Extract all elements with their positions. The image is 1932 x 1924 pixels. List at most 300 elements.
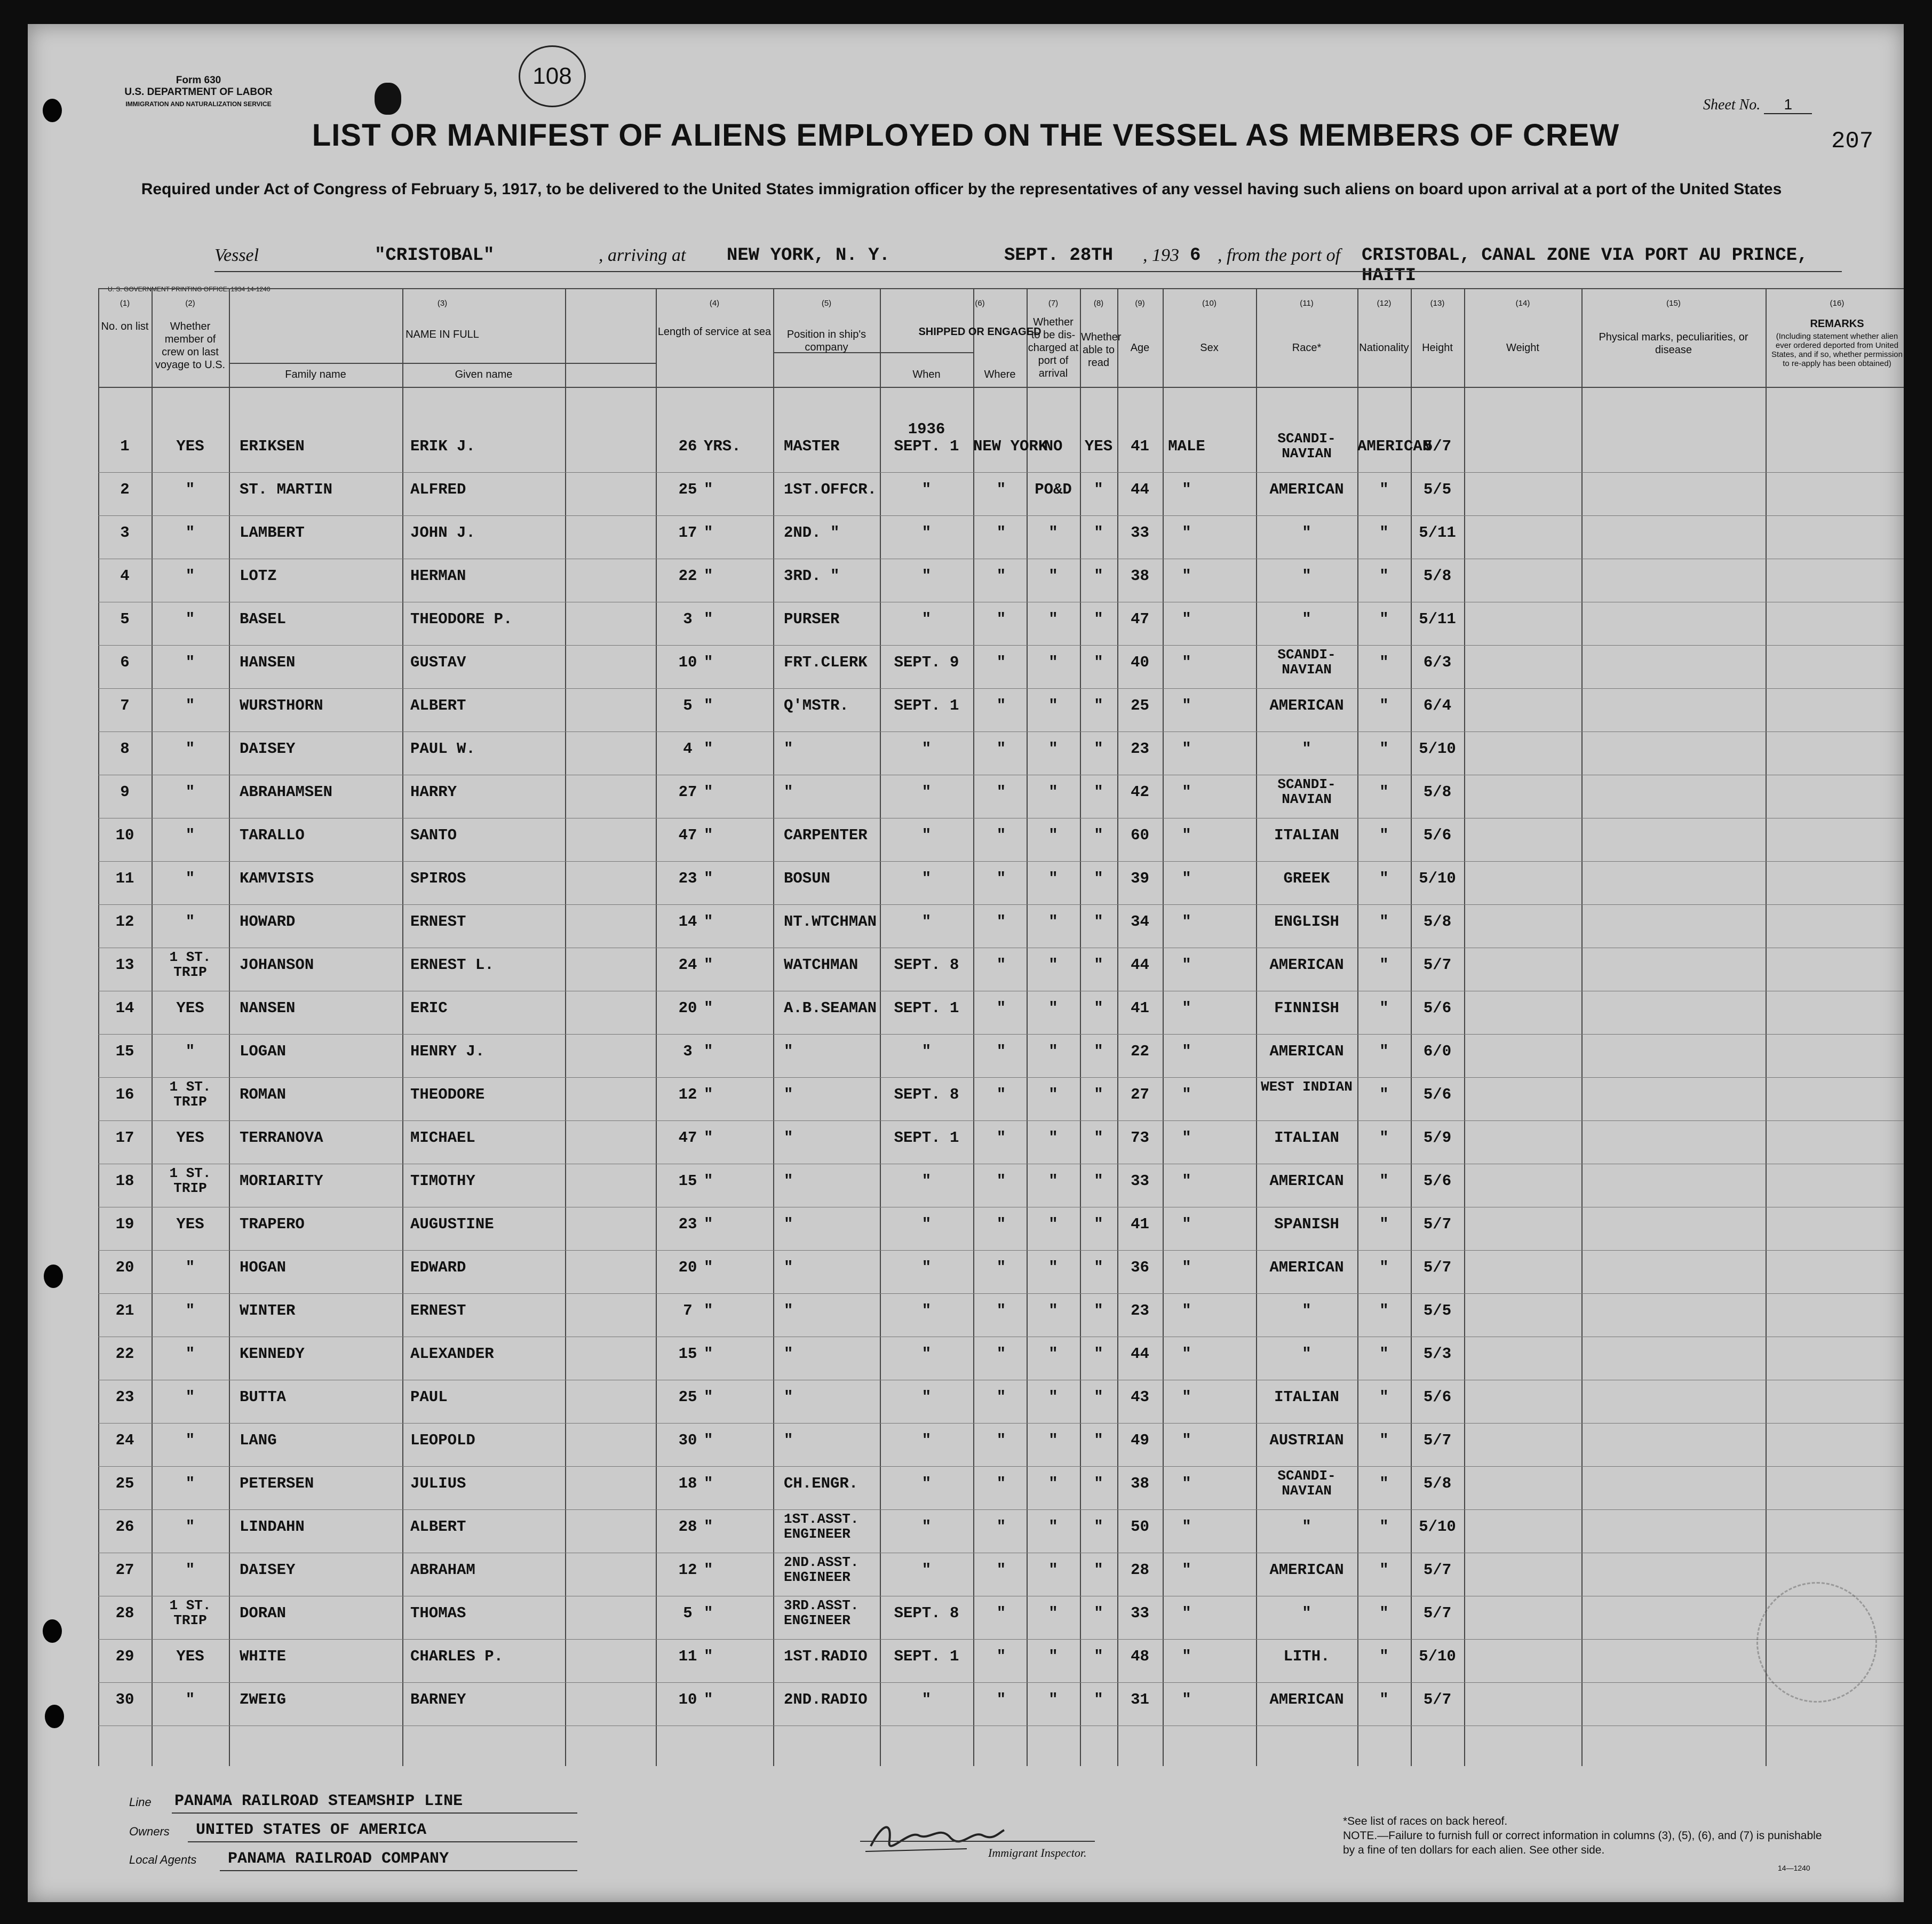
crew-row bbox=[98, 948, 1904, 991]
discharged: " bbox=[1048, 1129, 1058, 1147]
shipped-when: " bbox=[921, 783, 932, 801]
embossed-seal bbox=[1756, 1582, 1877, 1703]
sex: " bbox=[1182, 826, 1191, 844]
race: FINNISH bbox=[1274, 999, 1339, 1017]
length-unit: YRS. bbox=[704, 438, 741, 455]
discharged: " bbox=[1048, 999, 1058, 1017]
race: ENGLISH bbox=[1274, 913, 1339, 931]
member-last-voyage: " bbox=[185, 1691, 195, 1708]
given-name: GUSTAV bbox=[410, 654, 466, 671]
row-number: 27 bbox=[115, 1561, 134, 1579]
position: PURSER bbox=[784, 610, 840, 628]
able-to-read: " bbox=[1094, 1604, 1103, 1622]
age: 47 bbox=[1131, 610, 1149, 628]
length-unit: " bbox=[704, 1475, 713, 1492]
race: ITALIAN bbox=[1274, 1388, 1339, 1406]
race: " bbox=[1302, 1302, 1311, 1319]
shipped-when: " bbox=[921, 1432, 932, 1449]
length-unit: " bbox=[704, 1432, 713, 1449]
race: AMERICAN bbox=[1269, 697, 1344, 714]
col-num: (2) bbox=[185, 299, 195, 308]
able-to-read: " bbox=[1094, 1345, 1103, 1363]
nationality: " bbox=[1379, 956, 1389, 974]
shipped-where: " bbox=[996, 826, 1006, 844]
given-name: HERMAN bbox=[410, 567, 466, 585]
page-number: 207 bbox=[1831, 128, 1874, 155]
member-last-voyage: YES bbox=[176, 438, 204, 455]
shipped-where: NEW YORK bbox=[973, 438, 1048, 455]
discharged: " bbox=[1048, 524, 1058, 542]
family-name: KENNEDY bbox=[240, 1345, 305, 1363]
shipped-where: " bbox=[996, 1648, 1006, 1665]
member-last-voyage: 1 ST. TRIP bbox=[169, 1165, 211, 1196]
height: 5/7 bbox=[1423, 438, 1452, 455]
header-length-service: Length of service at sea bbox=[657, 326, 772, 338]
shipped-where: " bbox=[996, 654, 1006, 671]
discharged: " bbox=[1048, 1648, 1058, 1665]
member-last-voyage: " bbox=[185, 654, 195, 671]
race: " bbox=[1302, 610, 1311, 628]
age: 41 bbox=[1131, 999, 1149, 1017]
age: 50 bbox=[1131, 1518, 1149, 1536]
race: " bbox=[1302, 1518, 1311, 1536]
arriving-label: , arriving at bbox=[599, 245, 686, 265]
shipped-where: " bbox=[996, 1259, 1006, 1276]
nationality: " bbox=[1379, 1691, 1389, 1708]
nationality: " bbox=[1379, 1561, 1389, 1579]
member-last-voyage: " bbox=[185, 1518, 195, 1536]
age: 44 bbox=[1131, 1345, 1149, 1363]
row-number: 6 bbox=[120, 654, 130, 671]
given-name: ERNEST bbox=[410, 1302, 466, 1319]
punch-hole bbox=[45, 1705, 64, 1728]
shipped-when: SEPT. 1 bbox=[894, 438, 959, 455]
length-of-service: 28 bbox=[678, 1518, 697, 1536]
member-last-voyage: " bbox=[185, 1345, 195, 1363]
position: " bbox=[784, 1172, 793, 1190]
length-unit: " bbox=[704, 1086, 713, 1103]
sheet-number-value: 1 bbox=[1764, 96, 1812, 114]
sex: " bbox=[1182, 956, 1191, 974]
family-name: TRAPERO bbox=[240, 1215, 305, 1233]
age: 44 bbox=[1131, 481, 1149, 498]
shipped-when: SEPT. 1 bbox=[894, 697, 959, 714]
shipped-when: SEPT. 9 bbox=[894, 654, 959, 671]
row-number: 18 bbox=[115, 1172, 134, 1190]
family-name: TERRANOVA bbox=[240, 1129, 323, 1147]
height: 5/10 bbox=[1419, 1648, 1456, 1665]
race: SCANDI- NAVIAN bbox=[1277, 776, 1336, 807]
member-last-voyage: " bbox=[185, 1432, 195, 1449]
discharged: " bbox=[1048, 1345, 1058, 1363]
shipped-when: " bbox=[921, 1518, 932, 1536]
crew-row bbox=[98, 645, 1904, 688]
line-value: PANAMA RAILROAD STEAMSHIP LINE bbox=[174, 1792, 463, 1810]
able-to-read: " bbox=[1094, 1086, 1103, 1103]
position: " bbox=[784, 1215, 793, 1233]
nationality: " bbox=[1379, 783, 1389, 801]
sex: " bbox=[1182, 999, 1191, 1017]
sheet-number bbox=[1703, 96, 1842, 114]
crew-row bbox=[98, 1120, 1904, 1164]
shipped-where: " bbox=[996, 740, 1006, 758]
nationality: " bbox=[1379, 1172, 1389, 1190]
nationality: " bbox=[1379, 1302, 1389, 1319]
given-name: LEOPOLD bbox=[410, 1432, 475, 1449]
header-nationality: Nationality bbox=[1359, 342, 1409, 354]
race: SCANDI- NAVIAN bbox=[1277, 431, 1336, 462]
row-number: 2 bbox=[120, 481, 130, 498]
header-whether-member: Whether member of crew on last voyage to U.S. bbox=[155, 321, 226, 371]
race: " bbox=[1302, 740, 1311, 758]
nationality: " bbox=[1379, 1648, 1389, 1665]
discharged: " bbox=[1048, 1259, 1058, 1276]
member-last-voyage: " bbox=[185, 1475, 195, 1492]
discharged: " bbox=[1048, 1518, 1058, 1536]
race: AUSTRIAN bbox=[1269, 1432, 1344, 1449]
age: 43 bbox=[1131, 1388, 1149, 1406]
given-name: HARRY bbox=[410, 783, 457, 801]
row-number: 1 bbox=[120, 438, 130, 455]
age: 22 bbox=[1131, 1043, 1149, 1060]
department-name: U.S. DEPARTMENT OF LABOR bbox=[124, 86, 273, 98]
length-of-service: 23 bbox=[678, 870, 697, 887]
able-to-read: " bbox=[1094, 1215, 1103, 1233]
crew-row bbox=[98, 1337, 1904, 1380]
race: LITH. bbox=[1283, 1648, 1330, 1665]
height: 5/8 bbox=[1423, 913, 1452, 931]
family-name: HOWARD bbox=[240, 913, 296, 931]
col-num: (16) bbox=[1830, 299, 1844, 308]
position: BOSUN bbox=[784, 870, 831, 887]
given-name: ERIK J. bbox=[410, 438, 475, 455]
nationality: " bbox=[1379, 1086, 1389, 1103]
length-of-service: 24 bbox=[678, 956, 697, 974]
shipped-when: SEPT. 1 bbox=[894, 1129, 959, 1147]
nationality: " bbox=[1379, 567, 1389, 585]
age: 33 bbox=[1131, 1172, 1149, 1190]
given-name: ERNEST L. bbox=[410, 956, 494, 974]
header-race: Race* bbox=[1292, 342, 1322, 354]
col-num: (11) bbox=[1300, 299, 1314, 308]
shipped-where: " bbox=[996, 1086, 1006, 1103]
height: 5/11 bbox=[1419, 610, 1456, 628]
discharged: " bbox=[1048, 654, 1058, 671]
discharged: " bbox=[1048, 567, 1058, 585]
age: 34 bbox=[1131, 913, 1149, 931]
given-name: ERNEST bbox=[410, 913, 466, 931]
nationality: " bbox=[1379, 1259, 1389, 1276]
family-name: KAMVISIS bbox=[240, 870, 314, 887]
length-of-service: 12 bbox=[678, 1086, 697, 1103]
member-last-voyage: " bbox=[185, 567, 195, 585]
row-number: 30 bbox=[115, 1691, 134, 1708]
row-number: 9 bbox=[120, 783, 130, 801]
length-unit: " bbox=[704, 956, 713, 974]
sex: " bbox=[1182, 610, 1191, 628]
length-of-service: 47 bbox=[678, 826, 697, 844]
discharged: " bbox=[1048, 1172, 1058, 1190]
given-name: ALBERT bbox=[410, 697, 466, 714]
shipped-when: SEPT. 8 bbox=[894, 956, 959, 974]
height: 5/7 bbox=[1423, 1691, 1452, 1708]
able-to-read: " bbox=[1094, 783, 1103, 801]
member-last-voyage: 1 ST. TRIP bbox=[169, 949, 211, 980]
col-num: (10) bbox=[1202, 299, 1217, 308]
given-name: TIMOTHY bbox=[410, 1172, 475, 1190]
given-name: AUGUSTINE bbox=[410, 1215, 494, 1233]
nationality: " bbox=[1379, 999, 1389, 1017]
discharged: " bbox=[1048, 826, 1058, 844]
age: 33 bbox=[1131, 524, 1149, 542]
row-number: 11 bbox=[115, 870, 134, 887]
able-to-read: " bbox=[1094, 610, 1103, 628]
shipped-when: SEPT. 1 bbox=[894, 999, 959, 1017]
length-of-service: 47 bbox=[678, 1129, 697, 1147]
shipped-when: " bbox=[921, 1388, 932, 1406]
age: 27 bbox=[1131, 1086, 1149, 1103]
sex: " bbox=[1182, 1648, 1191, 1665]
discharged: " bbox=[1048, 1604, 1058, 1622]
position: 3RD. " bbox=[784, 567, 840, 585]
row-number: 25 bbox=[115, 1475, 134, 1492]
col-num: (7) bbox=[1048, 299, 1059, 308]
nationality: " bbox=[1379, 1518, 1389, 1536]
family-name: ABRAHAMSEN bbox=[240, 783, 333, 801]
col-num: (9) bbox=[1135, 299, 1145, 308]
length-unit: " bbox=[704, 870, 713, 887]
row-number: 15 bbox=[115, 1043, 134, 1060]
position: " bbox=[784, 1259, 793, 1276]
member-last-voyage: YES bbox=[176, 999, 204, 1017]
shipped-where: " bbox=[996, 524, 1006, 542]
shipped-where: " bbox=[996, 1215, 1006, 1233]
able-to-read: " bbox=[1094, 1259, 1103, 1276]
footer-notes bbox=[1343, 1814, 1823, 1857]
family-name: WHITE bbox=[240, 1648, 287, 1665]
position: " bbox=[784, 1043, 793, 1060]
position: " bbox=[784, 1302, 793, 1319]
height: 5/8 bbox=[1423, 1475, 1452, 1492]
shipped-where: " bbox=[996, 1388, 1006, 1406]
crew-row bbox=[98, 1466, 1904, 1509]
length-of-service: 3 bbox=[683, 1043, 693, 1060]
shipped-where: " bbox=[996, 481, 1006, 498]
height: 5/7 bbox=[1423, 1432, 1452, 1449]
length-of-service: 14 bbox=[678, 913, 697, 931]
crew-row bbox=[98, 1553, 1904, 1596]
nationality: " bbox=[1379, 1475, 1389, 1492]
age: 44 bbox=[1131, 956, 1149, 974]
discharged: PO&D bbox=[1035, 481, 1072, 498]
given-name: JULIUS bbox=[410, 1475, 466, 1492]
crew-row bbox=[98, 1639, 1904, 1682]
position: NT.WTCHMAN bbox=[784, 913, 877, 931]
length-of-service: 25 bbox=[678, 1388, 697, 1406]
family-name: LINDAHN bbox=[240, 1518, 305, 1536]
nationality: " bbox=[1379, 610, 1389, 628]
crew-row bbox=[98, 602, 1904, 645]
vessel-name: "CRISTOBAL" bbox=[375, 245, 495, 266]
row-number: 14 bbox=[115, 999, 134, 1017]
shipped-when: " bbox=[921, 610, 932, 628]
age: 41 bbox=[1131, 1215, 1149, 1233]
header-where: Where bbox=[984, 369, 1016, 380]
sex: " bbox=[1182, 1129, 1191, 1147]
sex: " bbox=[1182, 1561, 1191, 1579]
given-name: SPIROS bbox=[410, 870, 466, 887]
position: CARPENTER bbox=[784, 826, 868, 844]
position: CH.ENGR. bbox=[784, 1475, 858, 1492]
crew-row bbox=[98, 1250, 1904, 1293]
shipped-when: " bbox=[921, 1691, 932, 1708]
shipped-where: " bbox=[996, 956, 1006, 974]
position: Q'MSTR. bbox=[784, 697, 849, 714]
line-label: Line bbox=[129, 1795, 152, 1809]
race: AMERICAN bbox=[1269, 1259, 1344, 1276]
shipped-when: " bbox=[921, 870, 932, 887]
discharged: " bbox=[1048, 1215, 1058, 1233]
row-number: 26 bbox=[115, 1518, 134, 1536]
shipped-when: " bbox=[921, 1345, 932, 1363]
height: 5/10 bbox=[1419, 740, 1456, 758]
crew-manifest-table bbox=[98, 288, 1904, 1766]
family-name: WURSTHORN bbox=[240, 697, 323, 714]
header-sex: Sex bbox=[1200, 342, 1219, 354]
shipped-where: " bbox=[996, 999, 1006, 1017]
page-subtitle: Required under Act of Congress of February 5, 1917, to be delivered to the United States immigration officer by the representatives of any vessel having such aliens on board upon arrival at a port of the United States bbox=[141, 180, 1782, 198]
shipped-when: " bbox=[921, 1043, 932, 1060]
discharged: " bbox=[1048, 956, 1058, 974]
header-discharged: Whether to be dis-charged at port of arrival bbox=[1028, 316, 1079, 379]
race: AMERICAN bbox=[1269, 1172, 1344, 1190]
family-name: ROMAN bbox=[240, 1086, 287, 1103]
nationality: " bbox=[1379, 913, 1389, 931]
length-of-service: 10 bbox=[678, 654, 697, 671]
able-to-read: " bbox=[1094, 654, 1103, 671]
sex: " bbox=[1182, 1432, 1191, 1449]
shipped-when: " bbox=[921, 740, 932, 758]
row-number: 23 bbox=[115, 1388, 134, 1406]
header-remarks: REMARKS bbox=[1810, 318, 1864, 330]
member-last-voyage: " bbox=[185, 524, 195, 542]
col-num: (3) bbox=[437, 299, 448, 308]
length-unit: " bbox=[704, 740, 713, 758]
nationality: " bbox=[1379, 524, 1389, 542]
able-to-read: " bbox=[1094, 1388, 1103, 1406]
shipped-when: SEPT. 8 bbox=[894, 1604, 959, 1622]
row-number: 13 bbox=[115, 956, 134, 974]
crew-row bbox=[98, 1164, 1904, 1207]
length-of-service: 15 bbox=[678, 1345, 697, 1363]
age: 38 bbox=[1131, 567, 1149, 585]
shipped-where: " bbox=[996, 610, 1006, 628]
row-number: 19 bbox=[115, 1215, 134, 1233]
member-last-voyage: " bbox=[185, 783, 195, 801]
height: 5/9 bbox=[1423, 1129, 1452, 1147]
height: 6/3 bbox=[1423, 654, 1452, 671]
form-number-bottom: 14—1240 bbox=[1778, 1864, 1810, 1872]
nationality: " bbox=[1379, 826, 1389, 844]
position: 2ND. " bbox=[784, 524, 840, 542]
length-unit: " bbox=[704, 1129, 713, 1147]
length-unit: " bbox=[704, 826, 713, 844]
family-name: LOTZ bbox=[240, 567, 277, 585]
position: 1ST.ASST. ENGINEER bbox=[784, 1511, 859, 1542]
length-of-service: 22 bbox=[678, 567, 697, 585]
circled-file-number: 108 bbox=[519, 45, 586, 107]
shipped-when: SEPT. 8 bbox=[894, 1086, 959, 1103]
sex: " bbox=[1182, 913, 1191, 931]
member-last-voyage: " bbox=[185, 1561, 195, 1579]
family-name: HANSEN bbox=[240, 654, 296, 671]
col-num: (4) bbox=[709, 299, 720, 308]
age: 36 bbox=[1131, 1259, 1149, 1276]
crew-row bbox=[98, 1293, 1904, 1337]
punch-hole bbox=[44, 1265, 63, 1288]
shipped-where: " bbox=[996, 1475, 1006, 1492]
shipped-when: " bbox=[921, 524, 932, 542]
position: 2ND.ASST. ENGINEER bbox=[784, 1554, 859, 1585]
header-given-name: Given name bbox=[455, 369, 513, 380]
member-last-voyage: " bbox=[185, 1302, 195, 1319]
family-name: JOHANSON bbox=[240, 956, 314, 974]
position: " bbox=[784, 1345, 793, 1363]
failure-note: NOTE.—Failure to furnish full or correct information in columns (3), (5), (6), and (7) is punishable by a fine of ten dollars for each alien. See other side. bbox=[1343, 1830, 1822, 1856]
row-number: 17 bbox=[115, 1129, 134, 1147]
shipped-where: " bbox=[996, 697, 1006, 714]
crew-row bbox=[98, 1034, 1904, 1077]
header-height: Height bbox=[1422, 342, 1453, 354]
row-number: 5 bbox=[120, 610, 130, 628]
nationality: " bbox=[1379, 654, 1389, 671]
race: SPANISH bbox=[1274, 1215, 1339, 1233]
row-number: 29 bbox=[115, 1648, 134, 1665]
family-name: ZWEIG bbox=[240, 1691, 287, 1708]
family-name: PETERSEN bbox=[240, 1475, 314, 1492]
given-name: CHARLES P. bbox=[410, 1648, 504, 1665]
shipped-year: 1936 bbox=[908, 420, 945, 438]
header-position: Position in ship's company bbox=[786, 329, 866, 353]
row-number: 22 bbox=[115, 1345, 134, 1363]
shipped-where: " bbox=[996, 1561, 1006, 1579]
family-name: WINTER bbox=[240, 1302, 296, 1319]
sex: " bbox=[1182, 1086, 1191, 1103]
member-last-voyage: " bbox=[185, 1043, 195, 1060]
shipped-where: " bbox=[996, 1172, 1006, 1190]
shipped-when: " bbox=[921, 1172, 932, 1190]
sheet-number-label: Sheet No. bbox=[1703, 97, 1761, 113]
crew-row bbox=[98, 991, 1904, 1034]
able-to-read: " bbox=[1094, 1129, 1103, 1147]
length-of-service: 18 bbox=[678, 1475, 697, 1492]
shipped-where: " bbox=[996, 783, 1006, 801]
race-note: *See list of races on back hereof. bbox=[1343, 1815, 1508, 1827]
height: 5/7 bbox=[1423, 1215, 1452, 1233]
discharged: NO bbox=[1044, 438, 1063, 455]
position: MASTER bbox=[784, 438, 840, 455]
punch-hole bbox=[43, 99, 62, 122]
height: 5/6 bbox=[1423, 999, 1452, 1017]
length-of-service: 7 bbox=[683, 1302, 693, 1319]
nationality: " bbox=[1379, 1129, 1389, 1147]
crew-row bbox=[98, 559, 1904, 602]
height: 6/0 bbox=[1423, 1043, 1452, 1060]
family-name: ST. MARTIN bbox=[240, 481, 333, 498]
age: 49 bbox=[1131, 1432, 1149, 1449]
able-to-read: " bbox=[1094, 1518, 1103, 1536]
position: FRT.CLERK bbox=[784, 654, 868, 671]
